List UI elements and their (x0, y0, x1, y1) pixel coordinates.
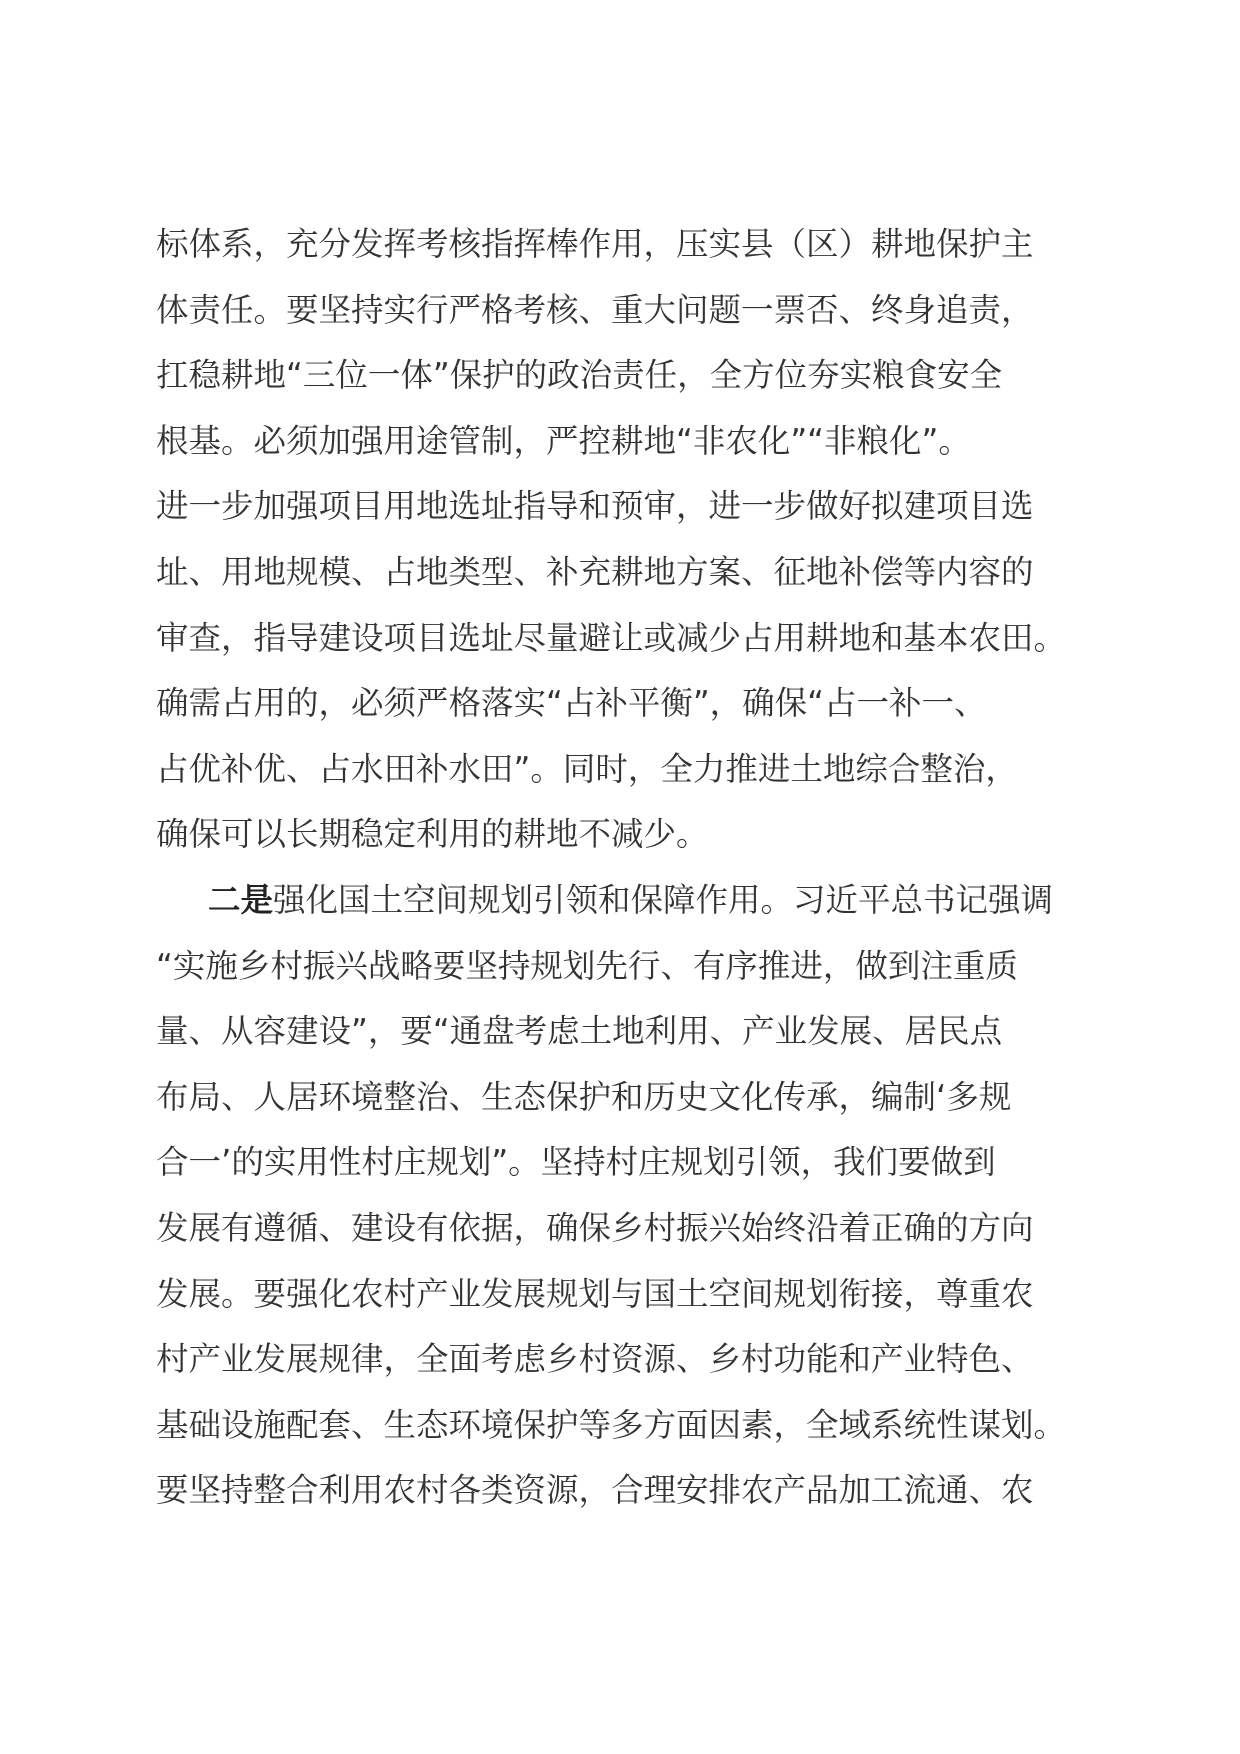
text-line: 基础设施配套、生态环境保护等多方面因素，全域系统性谋划。 (156, 1405, 1067, 1444)
text-line: 审查，指导建设项目选址尽量避让或减少占用耕地和基本农田。 (156, 618, 1067, 657)
text-line: 占优补优、占水田补水田”。同时，全力推进土地综合整治， (156, 749, 1018, 788)
text-line: 确需占用的，必须严格落实“占补平衡”，确保“占一补一、 (156, 684, 987, 723)
document-body (156, 212, 1096, 1524)
text-line: 根基。必须加强用途管制，严控耕地“非农化”“非粮化”。 (156, 421, 971, 460)
text-line: 发展。要强化农村产业发展规划与国土空间规划衔接，尊重农 (156, 1274, 1034, 1313)
text-line: 量、从容建设”，要“通盘考虑土地利用、产业发展、居民点 (156, 1012, 1003, 1051)
text-line: “实施乡村振兴战略要坚持规划先行、有序推进，做到注重质 (156, 946, 1018, 985)
text-line: 标体系，充分发挥考核指挥棒作用，压实县（区）耕地保护主 (156, 225, 1034, 263)
text-line: 村产业发展规律，全面考虑乡村资源、乡村功能和产业特色、 (156, 1340, 1034, 1379)
paragraph-2 (156, 868, 1096, 1524)
text-line: 发展有遵循、建设有依据，确保乡村振兴始终沿着正确的方向 (156, 1208, 1034, 1247)
text-line: 址、用地规模、占地类型、补充耕地方案、征地补偿等内容的 (156, 552, 1034, 591)
text-line: 要坚持整合利用农村各类资源，合理安排农产品加工流通、农 (156, 1471, 1034, 1510)
text-line: 体责任。要坚持实行严格考核、重大问题一票否、终身追责， (156, 290, 1034, 329)
text-line: 布局、人居环境整治、生态保护和历史文化传承，编制‘多规 (156, 1077, 1012, 1116)
text-line: 进一步加强项目用地选址指导和预审，进一步做好拟建项目选 (156, 487, 1034, 526)
paragraph-first-line (156, 868, 1096, 934)
paragraph-first-line-text: 强化国土空间规划引领和保障作用。习近平总书记强调 (273, 880, 1054, 919)
text-line: 合一’的实用性村庄规划”。坚持村庄规划引领，我们要做到 (156, 1143, 996, 1182)
text-line: 扛稳耕地“三位一体”保护的政治责任，全方位夯实粮食安全 (156, 356, 1003, 395)
paragraph-lead: 二是 (208, 880, 274, 919)
paragraph-1 (156, 212, 1096, 868)
text-line: 确保可以长期稳定利用的耕地不减少。 (156, 815, 709, 854)
